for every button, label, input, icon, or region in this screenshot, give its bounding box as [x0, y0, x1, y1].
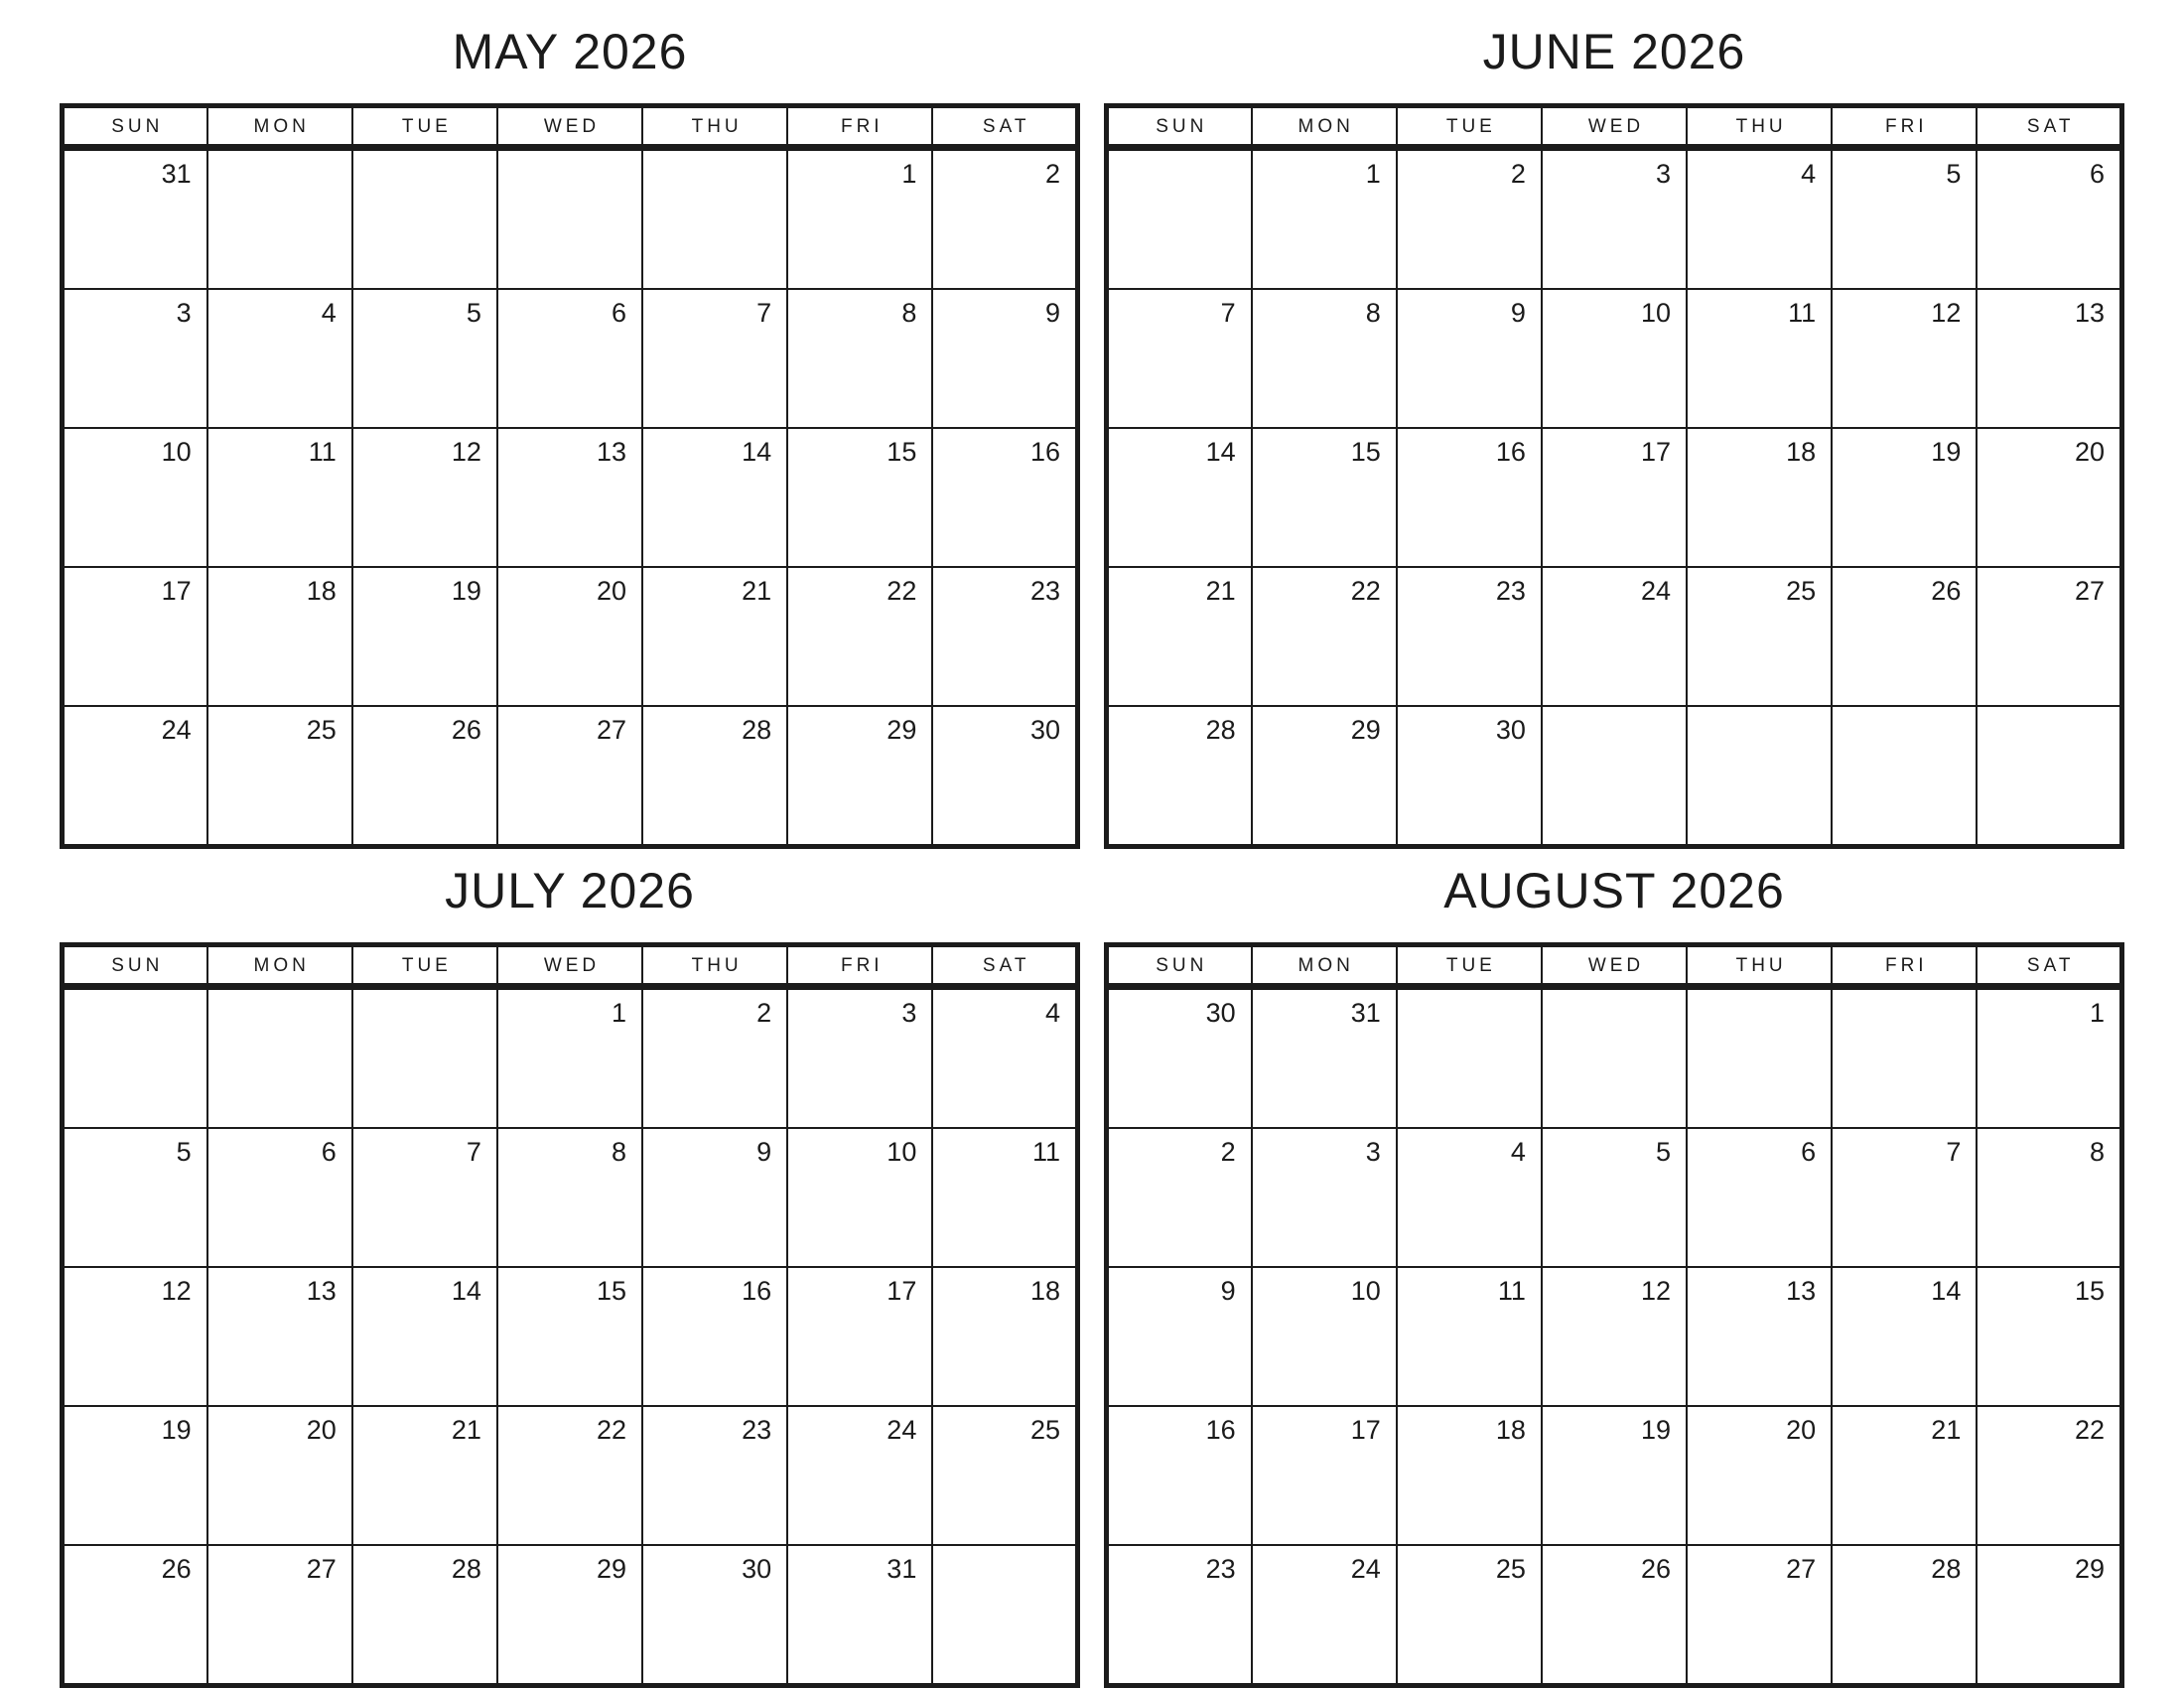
weekday-header [63, 945, 1078, 987]
day-header-thu: THU [642, 106, 787, 148]
empty-day-cell [1977, 706, 2121, 847]
day-cell: 1 [497, 987, 642, 1129]
day-cell: 17 [1252, 1406, 1397, 1545]
day-cell: 17 [1542, 428, 1687, 567]
day-cell: 29 [1977, 1545, 2121, 1686]
weeks-body [63, 148, 1078, 847]
empty-day-cell [1687, 706, 1832, 847]
day-header-tue: TUE [1397, 945, 1542, 987]
week-row [1107, 1128, 2122, 1267]
week-row [63, 1267, 1078, 1406]
day-cell: 18 [932, 1267, 1077, 1406]
day-cell: 30 [1107, 987, 1252, 1129]
weeks-body [63, 987, 1078, 1686]
week-row [63, 1545, 1078, 1686]
week-row [63, 706, 1078, 847]
day-cell: 12 [352, 428, 497, 567]
day-cell: 15 [1252, 428, 1397, 567]
day-cell: 7 [352, 1128, 497, 1267]
empty-day-cell [497, 148, 642, 290]
day-cell: 23 [642, 1406, 787, 1545]
day-cell: 20 [207, 1406, 352, 1545]
day-header-wed: WED [497, 945, 642, 987]
day-header-thu: THU [1687, 945, 1832, 987]
week-row [1107, 289, 2122, 428]
day-cell: 5 [63, 1128, 207, 1267]
day-cell: 2 [1397, 148, 1542, 290]
week-row [1107, 706, 2122, 847]
calendar-june-2026 [1104, 22, 2124, 849]
day-cell: 19 [1832, 428, 1977, 567]
day-cell: 11 [207, 428, 352, 567]
day-cell: 22 [497, 1406, 642, 1545]
day-cell: 29 [787, 706, 932, 847]
empty-day-cell [1687, 987, 1832, 1129]
day-cell: 4 [1397, 1128, 1542, 1267]
day-cell: 6 [1977, 148, 2121, 290]
day-cell: 9 [1107, 1267, 1252, 1406]
calendar-july-2026 [60, 861, 1080, 1688]
day-cell: 21 [1832, 1406, 1977, 1545]
month-title: JULY 2026 [445, 863, 695, 918]
weekday-row [63, 945, 1078, 987]
day-header-thu: THU [642, 945, 787, 987]
day-cell: 5 [352, 289, 497, 428]
day-cell: 1 [1977, 987, 2121, 1129]
day-cell: 13 [1687, 1267, 1832, 1406]
month-grid [1104, 942, 2124, 1688]
weeks-body [1107, 987, 2122, 1686]
day-cell: 3 [787, 987, 932, 1129]
day-cell: 15 [1977, 1267, 2121, 1406]
weekday-row [63, 106, 1078, 148]
day-cell: 29 [497, 1545, 642, 1686]
empty-day-cell [1542, 706, 1687, 847]
day-cell: 26 [352, 706, 497, 847]
day-cell: 23 [1107, 1545, 1252, 1686]
week-row [1107, 1267, 2122, 1406]
week-row [1107, 567, 2122, 706]
day-cell: 30 [932, 706, 1077, 847]
day-cell: 6 [1687, 1128, 1832, 1267]
day-cell: 20 [1977, 428, 2121, 567]
day-cell: 9 [642, 1128, 787, 1267]
day-cell: 31 [787, 1545, 932, 1686]
day-header-fri: FRI [1832, 106, 1977, 148]
day-cell: 4 [207, 289, 352, 428]
day-cell: 10 [1252, 1267, 1397, 1406]
week-row [63, 1406, 1078, 1545]
week-row [1107, 148, 2122, 290]
day-cell: 23 [932, 567, 1077, 706]
day-cell: 8 [1977, 1128, 2121, 1267]
day-header-fri: FRI [787, 945, 932, 987]
day-header-sun: SUN [1107, 945, 1252, 987]
day-header-sat: SAT [932, 945, 1077, 987]
day-header-fri: FRI [787, 106, 932, 148]
day-header-fri: FRI [1832, 945, 1977, 987]
week-row [63, 428, 1078, 567]
week-row [63, 987, 1078, 1129]
week-row [1107, 987, 2122, 1129]
month-title: AUGUST 2026 [1443, 863, 1785, 918]
day-cell: 31 [63, 148, 207, 290]
day-header-sat: SAT [1977, 945, 2121, 987]
empty-day-cell [1832, 987, 1977, 1129]
day-cell: 18 [1687, 428, 1832, 567]
day-cell: 4 [1687, 148, 1832, 290]
day-cell: 5 [1542, 1128, 1687, 1267]
month-grid [60, 103, 1080, 849]
day-cell: 13 [497, 428, 642, 567]
day-cell: 25 [1687, 567, 1832, 706]
week-row [1107, 428, 2122, 567]
day-cell: 3 [1252, 1128, 1397, 1267]
empty-day-cell [642, 148, 787, 290]
day-cell: 17 [787, 1267, 932, 1406]
empty-day-cell [207, 987, 352, 1129]
day-header-sun: SUN [1107, 106, 1252, 148]
day-cell: 18 [1397, 1406, 1542, 1545]
day-cell: 21 [1107, 567, 1252, 706]
day-cell: 28 [1107, 706, 1252, 847]
day-cell: 24 [1542, 567, 1687, 706]
week-row [1107, 1545, 2122, 1686]
day-cell: 22 [1252, 567, 1397, 706]
day-header-mon: MON [1252, 945, 1397, 987]
day-cell: 7 [1107, 289, 1252, 428]
empty-day-cell [1397, 987, 1542, 1129]
day-cell: 25 [1397, 1545, 1542, 1686]
month-grid [1104, 103, 2124, 849]
day-header-sun: SUN [63, 945, 207, 987]
day-cell: 1 [1252, 148, 1397, 290]
day-cell: 22 [1977, 1406, 2121, 1545]
day-cell: 24 [1252, 1545, 1397, 1686]
weekday-header [1107, 945, 2122, 987]
day-header-wed: WED [1542, 106, 1687, 148]
day-cell: 24 [787, 1406, 932, 1545]
day-cell: 16 [1107, 1406, 1252, 1545]
day-cell: 27 [1687, 1545, 1832, 1686]
weekday-header [1107, 106, 2122, 148]
day-cell: 13 [1977, 289, 2121, 428]
day-cell: 6 [497, 289, 642, 428]
day-cell: 9 [932, 289, 1077, 428]
day-cell: 6 [207, 1128, 352, 1267]
day-cell: 12 [63, 1267, 207, 1406]
day-cell: 12 [1542, 1267, 1687, 1406]
day-cell: 24 [63, 706, 207, 847]
day-cell: 10 [787, 1128, 932, 1267]
week-row [63, 289, 1078, 428]
day-header-tue: TUE [352, 945, 497, 987]
day-cell: 20 [497, 567, 642, 706]
day-cell: 14 [1107, 428, 1252, 567]
weeks-body [1107, 148, 2122, 847]
day-cell: 10 [1542, 289, 1687, 428]
day-cell: 30 [1397, 706, 1542, 847]
day-cell: 9 [1397, 289, 1542, 428]
day-cell: 15 [497, 1267, 642, 1406]
day-cell: 14 [352, 1267, 497, 1406]
day-header-tue: TUE [352, 106, 497, 148]
day-cell: 4 [932, 987, 1077, 1129]
day-cell: 5 [1832, 148, 1977, 290]
day-cell: 16 [932, 428, 1077, 567]
day-cell: 11 [1687, 289, 1832, 428]
day-cell: 19 [352, 567, 497, 706]
day-header-mon: MON [207, 945, 352, 987]
day-cell: 10 [63, 428, 207, 567]
day-cell: 18 [207, 567, 352, 706]
day-cell: 27 [207, 1545, 352, 1686]
month-title: JUNE 2026 [1482, 24, 1746, 79]
day-cell: 8 [497, 1128, 642, 1267]
day-cell: 19 [1542, 1406, 1687, 1545]
day-cell: 7 [642, 289, 787, 428]
empty-day-cell [352, 987, 497, 1129]
day-header-sun: SUN [63, 106, 207, 148]
day-cell: 12 [1832, 289, 1977, 428]
weekday-row [1107, 945, 2122, 987]
day-cell: 28 [1832, 1545, 1977, 1686]
empty-day-cell [1542, 987, 1687, 1129]
day-header-wed: WED [1542, 945, 1687, 987]
day-cell: 8 [1252, 289, 1397, 428]
day-cell: 15 [787, 428, 932, 567]
day-cell: 31 [1252, 987, 1397, 1129]
day-cell: 23 [1397, 567, 1542, 706]
week-row [63, 148, 1078, 290]
day-cell: 26 [63, 1545, 207, 1686]
day-cell: 2 [932, 148, 1077, 290]
day-cell: 25 [207, 706, 352, 847]
day-header-sat: SAT [932, 106, 1077, 148]
day-header-wed: WED [497, 106, 642, 148]
day-cell: 3 [1542, 148, 1687, 290]
day-cell: 28 [642, 706, 787, 847]
week-row [63, 1128, 1078, 1267]
day-cell: 8 [787, 289, 932, 428]
weekday-row [1107, 106, 2122, 148]
calendar-august-2026 [1104, 861, 2124, 1688]
day-cell: 16 [642, 1267, 787, 1406]
day-cell: 21 [352, 1406, 497, 1545]
day-cell: 11 [932, 1128, 1077, 1267]
day-header-mon: MON [207, 106, 352, 148]
day-cell: 26 [1832, 567, 1977, 706]
day-header-tue: TUE [1397, 106, 1542, 148]
day-cell: 19 [63, 1406, 207, 1545]
day-cell: 2 [642, 987, 787, 1129]
day-cell: 21 [642, 567, 787, 706]
day-cell: 3 [63, 289, 207, 428]
day-cell: 30 [642, 1545, 787, 1686]
weekday-header [63, 106, 1078, 148]
day-cell: 14 [642, 428, 787, 567]
day-cell: 28 [352, 1545, 497, 1686]
day-header-thu: THU [1687, 106, 1832, 148]
empty-day-cell [207, 148, 352, 290]
day-cell: 7 [1832, 1128, 1977, 1267]
empty-day-cell [1832, 706, 1977, 847]
day-cell: 26 [1542, 1545, 1687, 1686]
day-cell: 22 [787, 567, 932, 706]
day-cell: 27 [497, 706, 642, 847]
day-cell: 11 [1397, 1267, 1542, 1406]
day-cell: 2 [1107, 1128, 1252, 1267]
day-cell: 20 [1687, 1406, 1832, 1545]
day-header-mon: MON [1252, 106, 1397, 148]
month-title: MAY 2026 [452, 24, 688, 79]
empty-day-cell [352, 148, 497, 290]
week-row [1107, 1406, 2122, 1545]
empty-day-cell [63, 987, 207, 1129]
week-row [63, 567, 1078, 706]
day-cell: 13 [207, 1267, 352, 1406]
empty-day-cell [1107, 148, 1252, 290]
day-cell: 14 [1832, 1267, 1977, 1406]
day-cell: 17 [63, 567, 207, 706]
day-cell: 29 [1252, 706, 1397, 847]
calendar-may-2026 [60, 22, 1080, 849]
month-grid [60, 942, 1080, 1688]
day-cell: 16 [1397, 428, 1542, 567]
day-header-sat: SAT [1977, 106, 2121, 148]
day-cell: 1 [787, 148, 932, 290]
day-cell: 27 [1977, 567, 2121, 706]
day-cell: 25 [932, 1406, 1077, 1545]
empty-day-cell [932, 1545, 1077, 1686]
